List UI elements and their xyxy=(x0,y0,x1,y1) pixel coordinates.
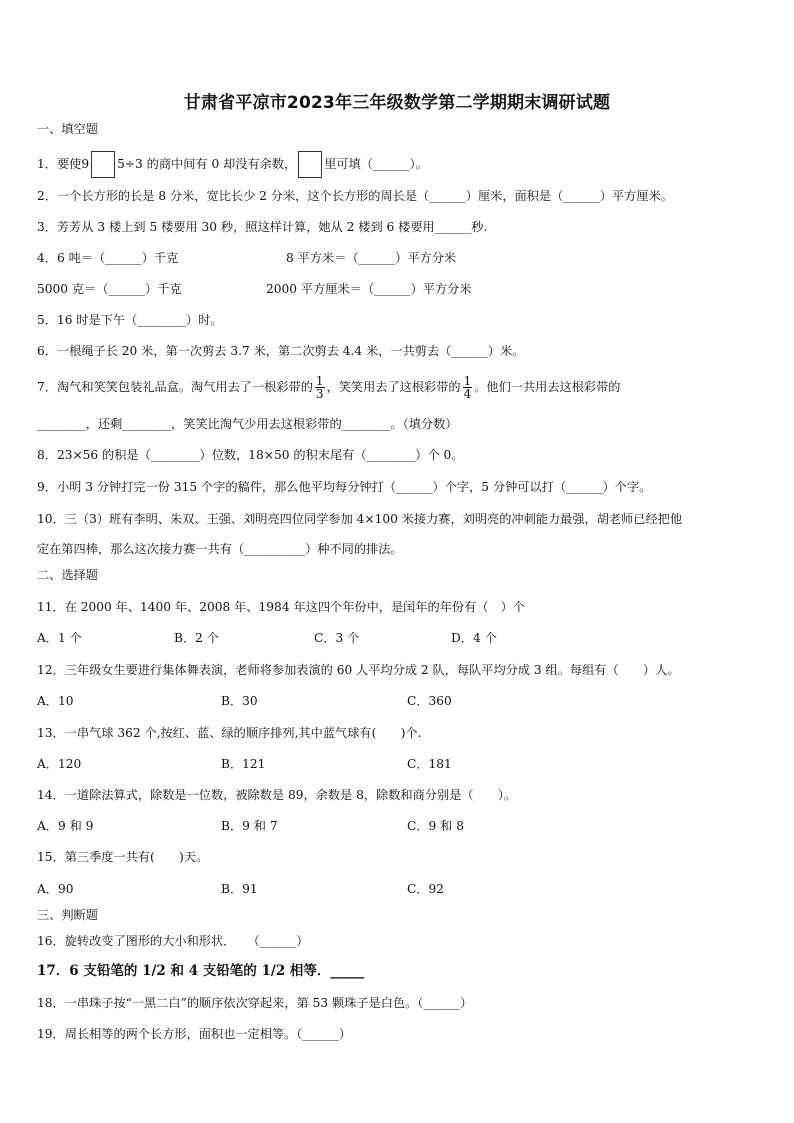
section-heading-true-false: 三、判断题 xyxy=(37,908,98,922)
section-heading-multiple-choice: 二、选择题 xyxy=(37,568,98,582)
question-4-row-2 xyxy=(37,281,770,297)
question-16: 16．旋转改变了图形的大小和形状． （______） xyxy=(37,934,309,948)
question-7-part-a: 7．淘气和笑笑包装礼品盒。淘气用去了一根彩带的 xyxy=(37,380,313,394)
question-7-part-c: 。他们一共用去这根彩带的 xyxy=(474,380,621,394)
question-17: 17．6 支铅笔的 1/2 和 4 支铅笔的 1/2 相等．_____ xyxy=(37,963,365,979)
question-3: 3．芳芳从 3 楼上到 5 楼要用 30 秒，照这样计算，她从 2 楼到 6 楼要用______秒. xyxy=(37,220,488,234)
question-4-part-a: 4．6 吨＝（______）千克 xyxy=(37,251,179,265)
question-4-part-d: 2000 平方厘米＝（______）平方分米 xyxy=(266,282,472,296)
option-b: B．121 xyxy=(221,757,266,771)
page-title: 甘肃省平凉市2023年三年级数学第二学期期末调研试题 xyxy=(183,93,611,113)
question-13-options xyxy=(37,756,770,772)
option-b: B．9 和 7 xyxy=(221,819,278,833)
option-a: A．90 xyxy=(37,882,74,896)
question-14-options xyxy=(37,818,770,834)
question-7-line-1 xyxy=(37,372,770,402)
question-8: 8．23×56 的积是（________）位数，18×50 的积末尾有（________）个 0。 xyxy=(37,448,464,462)
question-13: 13．一串气球 362 个,按红、蓝、绿的顺序排列,其中蓝气球有( )个. xyxy=(37,726,422,740)
question-14: 14．一道除法算式，除数是一位数，被除数是 89，余数是 8，除数和商分别是（ ）。 xyxy=(37,788,517,802)
option-c: C．360 xyxy=(407,694,452,708)
question-1-part-c: 里可填（______）。 xyxy=(324,157,428,171)
option-b: B．2 个 xyxy=(174,631,219,645)
fraction-denominator: 4 xyxy=(463,387,472,401)
question-12-options xyxy=(37,693,770,709)
question-2: 2．一个长方形的长是 8 分米，宽比长少 2 分米，这个长方形的周长是（______）厘米，面积是（______）平方厘米。 xyxy=(37,189,673,203)
question-1 xyxy=(37,151,770,178)
question-10-line-2: 定在第四棒，那么这次接力赛一共有（__________）种不同的排法。 xyxy=(37,542,403,556)
fraction-denominator: 3 xyxy=(315,387,324,401)
option-d: D．4 个 xyxy=(451,631,497,645)
option-a: A．1 个 xyxy=(37,631,82,645)
option-b: B．91 xyxy=(221,882,258,896)
option-a: A．9 和 9 xyxy=(37,819,94,833)
question-5: 5．16 时是下午（________）时。 xyxy=(37,313,223,327)
option-b: B．30 xyxy=(221,694,258,708)
question-4-part-c: 5000 克＝（______）千克 xyxy=(37,282,182,296)
question-4-row-1 xyxy=(37,250,770,266)
section-heading-fill-blank: 一、填空题 xyxy=(37,122,98,136)
question-1-part-a: 1．要使9 xyxy=(37,157,90,171)
question-6: 6．一根绳子长 20 米，第一次剪去 3.7 米，第二次剪去 4.4 米，一共剪去（______）米。 xyxy=(37,344,525,358)
question-10-line-1: 10．三（3）班有李明、朱双、王强、刘明亮四位同学参加 4×100 米接力赛，刘明亮的冲刺能力最强，胡老师已经把他 xyxy=(37,512,683,526)
question-18: 18．一串珠子按“一黑二白”的顺序依次穿起来，第 53 颗珠子是白色。（______） xyxy=(37,996,473,1010)
fraction-one-third xyxy=(315,375,325,400)
option-a: A．120 xyxy=(37,757,82,771)
question-19: 19．周长相等的两个长方形，面积也一定相等。（______） xyxy=(37,1027,352,1041)
fraction-one-quarter xyxy=(463,375,473,400)
question-9: 9．小明 3 分钟打完一份 315 个字的稿件，那么他平均每分钟打（______）个字，5 分钟可以打（______）个字。 xyxy=(37,480,652,494)
question-4-part-b: 8 平方米＝（______）平方分米 xyxy=(286,251,457,265)
question-11-options xyxy=(37,630,770,646)
fraction-numerator: 1 xyxy=(463,374,472,388)
question-1-part-b: 5÷3 的商中间有 0 却没有余数， xyxy=(117,157,297,171)
question-15-options xyxy=(37,881,770,897)
option-c: C．9 和 8 xyxy=(407,819,464,833)
question-7-line-2: ________，还剩________，笑笑比淘气少用去这根彩带的________。（填分数） xyxy=(37,417,458,431)
option-a: A．10 xyxy=(37,694,74,708)
answer-box xyxy=(298,151,322,178)
option-c: C．181 xyxy=(407,757,452,771)
option-c: C．3 个 xyxy=(314,631,360,645)
option-c: C．92 xyxy=(407,882,445,896)
answer-box xyxy=(91,151,115,178)
question-15: 15．第三季度一共有( )天。 xyxy=(37,850,209,864)
question-12: 12．三年级女生要进行集体舞表演，老师将参加表演的 60 人平均分成 2 队，每队平均分成 3 组。每组有（ ）人。 xyxy=(37,663,680,677)
fraction-numerator: 1 xyxy=(315,374,324,388)
question-11: 11．在 2000 年、1400 年、2008 年、1984 年这四个年份中，是闰年的年份有（ ）个 xyxy=(37,600,526,614)
question-7-part-b: ，笑笑用去了这根彩带的 xyxy=(326,380,461,394)
